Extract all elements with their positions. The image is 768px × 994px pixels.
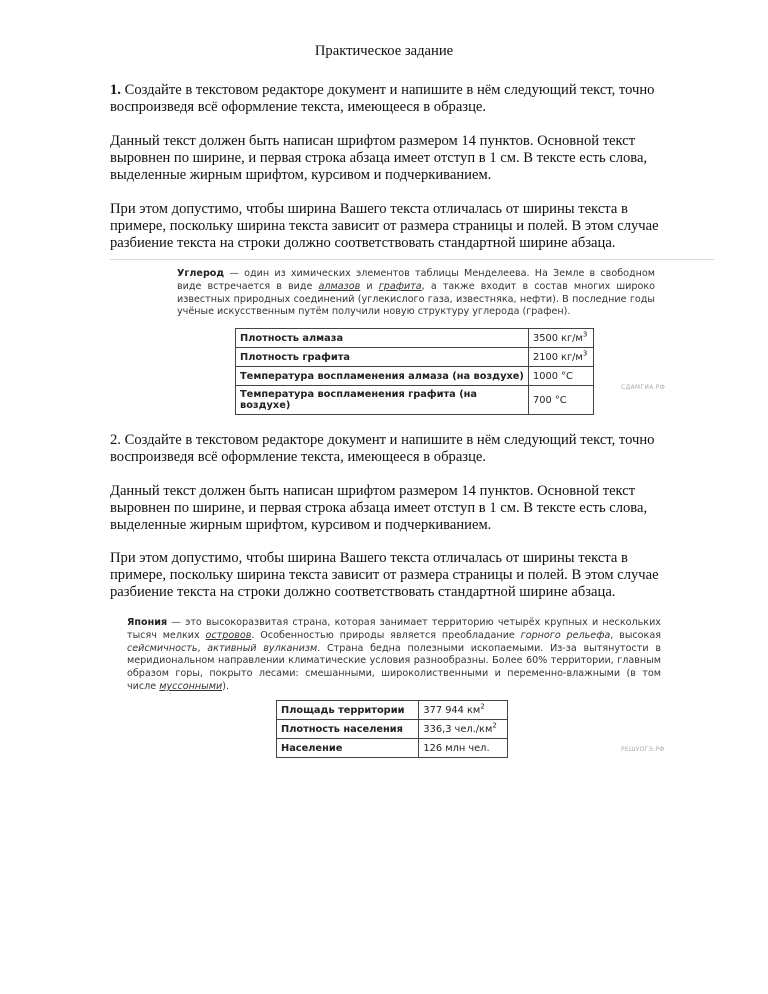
sample2-italic-volcanism: активный вулканизм <box>207 642 318 654</box>
table-value: 377 944 $км^2$ <box>419 701 508 720</box>
sample2-text-part: . Страна бедна полезными ископаемыми. Из-за вытянутости в меридиональном направлении климатические условия разнообразны. Более 60% территории, главным образом горы, покрыто лесами: смешанными, широколиственными и переменно-влажными (в том числе <box>127 642 661 692</box>
sample1-term: Углерод <box>177 268 225 279</box>
sample1-text-part: , а также входит в состав многих широко известных природных соединений (углекислого газа, известняка, нефти). В последние годы учёные искусственным путём получили новую структуру углерода (графен). <box>177 280 655 318</box>
table-key: Температура воспламенения графита (на воздухе) <box>236 386 529 415</box>
table-key: Население <box>277 739 419 758</box>
table-value: 1000 °C <box>529 367 594 386</box>
page-title: Практическое задание <box>314 43 454 59</box>
sample2-text-part: — это высокоразвитая страна, которая занимает территорию четырёх крупных и нескольких тысяч мелких <box>127 617 661 641</box>
table-row <box>236 348 594 367</box>
table-row <box>236 367 594 386</box>
sample2-text-part: , <box>197 642 208 654</box>
task1-intro <box>110 82 680 116</box>
table-value: 3500 $кг/м^3$ <box>529 329 594 348</box>
table-value: 336,3 $чел./км^2$ <box>419 720 508 739</box>
task1-requirements: Данный текст должен быть написан шрифтом размером 14 пунктов. Основной текст выровнен по ширине, и первая строка абзаца имеет отступ в 1 см. В тексте есть слова, выделенные жирным шрифтом, курсивом и подчеркиванием. <box>110 133 648 183</box>
sample1-watermark: СДАМГИА.РФ <box>621 384 666 391</box>
table-row <box>236 386 594 415</box>
task2-requirements: Данный текст должен быть написан шрифтом размером 14 пунктов. Основной текст выровнен по ширине, и первая строка абзаца имеет отступ в 1 см. В тексте есть слова, выделенные жирным шрифтом, курсивом и подчеркиванием. <box>110 483 648 533</box>
table-value: 126 млн чел. <box>419 739 508 758</box>
task2-intro: 2. Создайте в текстовом редакторе документ и напишите в нём следующий текст, точно воспроизведя всё оформление текста, имеющееся в образце. <box>110 432 655 465</box>
sample1-link-diamonds: алмазов <box>318 280 361 292</box>
table-key: Температура воспламенения алмаза (на воздухе) <box>236 367 529 386</box>
sample2-term: Япония <box>127 617 168 628</box>
sample1-top-divider <box>110 259 714 260</box>
sample1-text-part: — один из химических элементов таблицы Менделеева. На Земле в свободном виде встречается в виде <box>177 268 655 292</box>
sample1-text <box>177 268 655 319</box>
sample2-watermark: РЕШУОГЭ.РФ <box>621 746 665 753</box>
sample2-text-part: , высокая <box>610 629 661 641</box>
table-row <box>277 701 508 720</box>
sample1-text-part: и <box>360 280 379 292</box>
table-row <box>277 739 508 758</box>
sample2-link-islands: островов <box>205 629 252 641</box>
task2-note: При этом допустимо, чтобы ширина Вашего текста отличалась от ширины текста в примере, поскольку ширина текста зависит от размера страницы и полей. В этом случае разбиение текста на строки должно соответствовать стандартной ширине абзаца. <box>110 550 659 600</box>
table-value: 2100 $кг/м^3$ <box>529 348 594 367</box>
sample2-link-monsoon: муссонными <box>159 680 223 692</box>
sample2-text-part: . Особенностью природы является преобладание <box>251 629 521 641</box>
table-value: 700 °C <box>529 386 594 415</box>
task1-note: При этом допустимо, чтобы ширина Вашего текста отличалась от ширины текста в примере, поскольку ширина текста зависит от размера страницы и полей. В этом случае разбиение текста на строки должно соответствовать стандартной ширине абзаца. <box>110 201 659 251</box>
sample1-table <box>235 328 594 415</box>
sample1-link-graphite: графита <box>378 280 422 292</box>
sample2-italic-seismic: сейсмичность <box>127 642 198 654</box>
sample2-italic-relief: горного рельефа <box>520 629 611 641</box>
table-key: Плотность графита <box>236 348 529 367</box>
table-key: Площадь территории <box>277 701 419 720</box>
task1-number: 1. <box>110 82 121 98</box>
sample2-text <box>127 617 661 694</box>
table-row <box>236 329 594 348</box>
task1-intro-text: Создайте в текстовом редакторе документ и напишите в нём следующий текст, точно воспроизведя всё оформление текста, имеющееся в образце. <box>110 82 655 115</box>
sample2-table <box>276 700 508 758</box>
table-row <box>277 720 508 739</box>
sample2-text-part: ). <box>222 680 229 692</box>
table-key: Плотность населения <box>277 720 419 739</box>
table-key: Плотность алмаза <box>236 329 529 348</box>
